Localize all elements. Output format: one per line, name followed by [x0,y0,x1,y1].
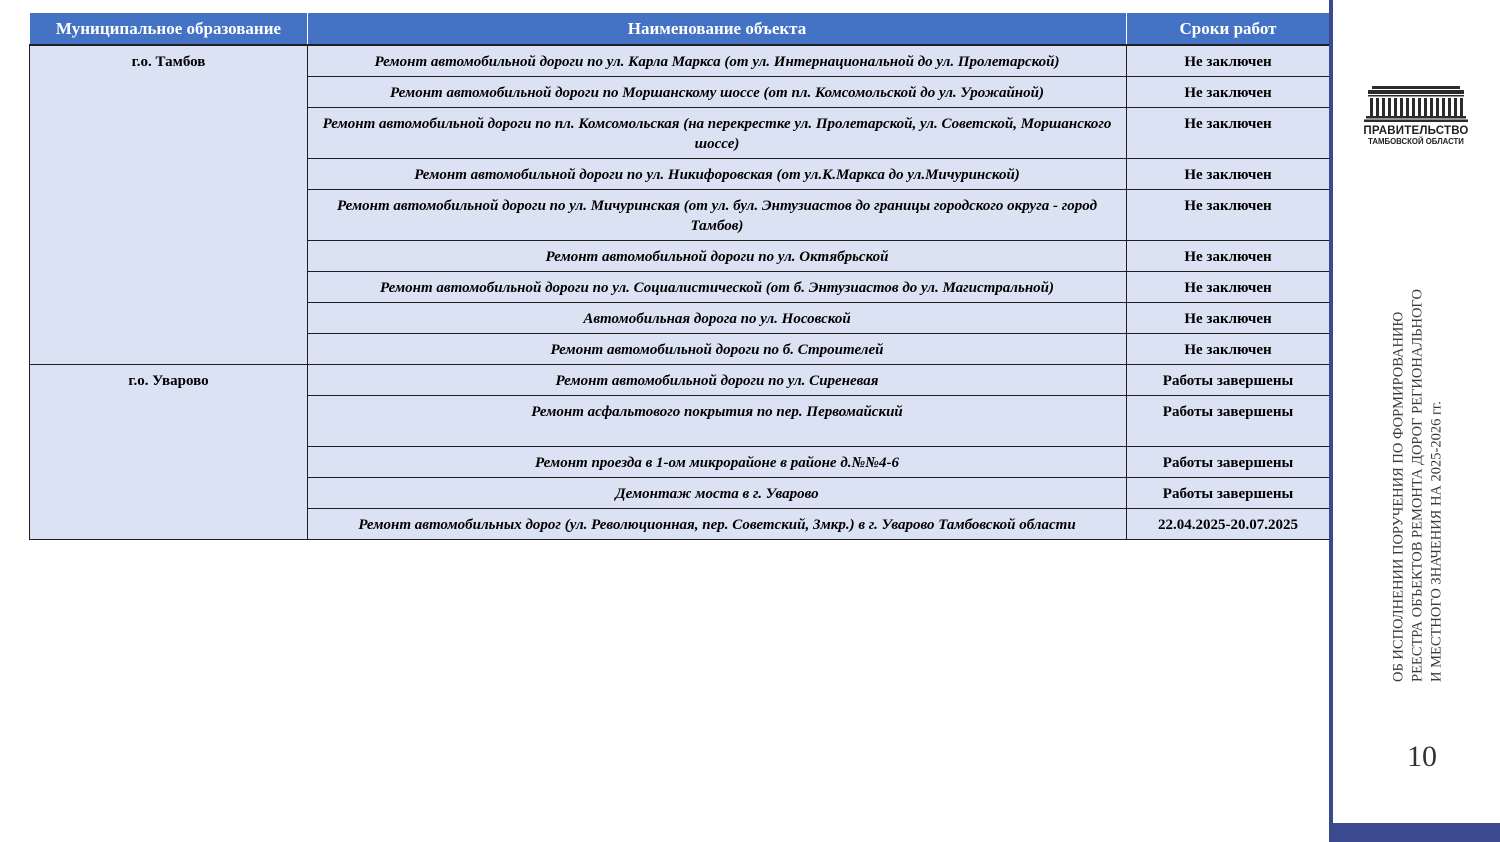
table-row [30,45,1330,77]
road-registry-table [29,13,1330,540]
table-header-row [30,13,1330,45]
government-logo [1352,86,1480,146]
object-name-cell: Ремонт автомобильной дороги по ул. Октябрьской [308,241,1127,272]
header-object-name: Наименование объекта [308,13,1127,45]
object-name-cell: Ремонт автомобильной дороги по ул. Никифоровская (от ул.К.Маркса до ул.Мичуринской) [308,159,1127,190]
work-term-cell: Не заключен [1127,272,1330,303]
logo-title: ПРАВИТЕЛЬСТВО [1363,125,1469,137]
municipality-cell: г.о. Тамбов [30,45,308,365]
header-work-terms: Сроки работ [1127,13,1330,45]
table-body [30,45,1330,540]
work-term-cell: Не заключен [1127,334,1330,365]
object-name-cell: Ремонт автомобильной дороги по б. Строителей [308,334,1127,365]
accent-vertical-rule [1329,0,1333,842]
side-caption-line: И МЕСТНОГО ЗНАЧЕНИЯ НА 2025-2026 гг. [1428,401,1445,682]
municipality-cell: г.о. Уварово [30,365,308,540]
object-name-cell: Ремонт автомобильной дороги по ул. Сиреневая [308,365,1127,396]
object-name-cell: Ремонт автомобильной дороги по Моршанскому шоссе (от пл. Комсомольской до ул. Урожайной) [308,77,1127,108]
logo-subtitle: ТАМБОВСКОЙ ОБЛАСТИ [1368,137,1464,146]
object-name-cell: Ремонт автомобильной дороги по ул. Социалистической (от б. Энтузиастов до ул. Магистральной) [308,272,1127,303]
government-building-icon [1364,86,1468,122]
work-term-cell: 22.04.2025-20.07.2025 [1127,509,1330,540]
object-name-cell: Ремонт автомобильной дороги по пл. Комсомольская (на перекрестке ул. Пролетарской, ул. Советской, Моршанского шоссе) [308,108,1127,159]
work-term-cell: Не заключен [1127,159,1330,190]
side-caption-line: РЕЕСТРА ОБЪЕКТОВ РЕМОНТА ДОРОГ РЕГИОНАЛЬНОГО [1409,289,1426,682]
work-term-cell: Работы завершены [1127,478,1330,509]
work-term-cell: Работы завершены [1127,447,1330,478]
work-term-cell: Не заключен [1127,303,1330,334]
side-caption [1390,242,1447,682]
page-number: 10 [1407,740,1437,773]
work-term-cell: Работы завершены [1127,365,1330,396]
object-name-cell: Ремонт асфальтового покрытия по пер. Первомайский [308,396,1127,447]
object-name-cell: Ремонт автомобильной дороги по ул. Карла Маркса (от ул. Интернациональной до ул. Пролетарской) [308,45,1127,77]
work-term-cell: Не заключен [1127,77,1330,108]
object-name-cell: Демонтаж моста в г. Уварово [308,478,1127,509]
work-term-cell: Не заключен [1127,108,1330,159]
accent-bottom-bar [1329,823,1500,842]
object-name-cell: Ремонт проезда в 1-ом микрорайоне в районе д.№№4-6 [308,447,1127,478]
object-name-cell: Автомобильная дорога по ул. Носовской [308,303,1127,334]
object-name-cell: Ремонт автомобильной дороги по ул. Мичуринская (от ул. бул. Энтузиастов до границы городского округа - город Тамбов) [308,190,1127,241]
work-term-cell: Не заключен [1127,241,1330,272]
work-term-cell: Не заключен [1127,190,1330,241]
header-municipality: Муниципальное образование [30,13,308,45]
work-term-cell: Не заключен [1127,45,1330,77]
table-row [30,365,1330,396]
work-term-cell: Работы завершены [1127,396,1330,447]
side-caption-line: ОБ ИСПОЛНЕНИИ ПОРУЧЕНИЯ ПО ФОРМИРОВАНИЮ [1390,311,1407,682]
object-name-cell: Ремонт автомобильных дорог (ул. Революционная, пер. Советский, 3мкр.) в г. Уварово Тамбовской области [308,509,1127,540]
